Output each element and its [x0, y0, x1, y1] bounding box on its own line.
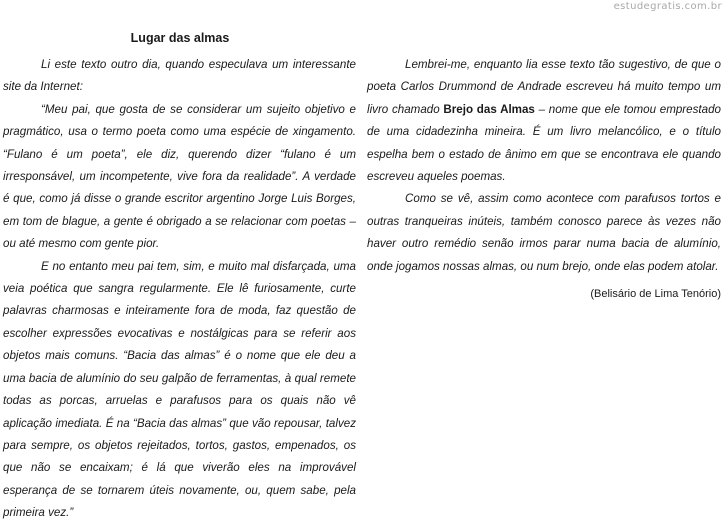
- site-watermark: estudegratis.com.br: [613, 1, 722, 12]
- paragraph: [367, 54, 721, 188]
- quote-paragraph: E no entanto meu pai tem, sim, e muito mal disfarçada, uma veia poética que sangra regularmente. Ele lê furiosamente, curte palavras charmosas e inteiramente fora de moda, faz questão de escolher expressões evocativas e nostálgicas para se referir aos objetos mais comuns. “Bacia das almas” é o nome que ele deu a uma bacia de alumínio do seu galpão de ferramentas, à qual remete todas as porcas, arruelas e parafusos para os quais não vê aplicação imediata. É na “Bacia das almas” que vão repousar, talvez para sempre, os objetos rejeitados, tortos, gastos, empenados, os que não se encaixam; é lá que viverão eles na improvável esperança de se tornarem úteis novamente, ou, quem sabe, pela primeira vez.”: [3, 259, 356, 520]
- left-column: [3, 54, 356, 525]
- right-column: [367, 54, 721, 278]
- text-span: Lembrei-me, enquanto lia esse texto tão sugestivo, de que o poeta Carlos Drummond de Andrade escreveu há muito tempo um livro chamado: [367, 58, 721, 116]
- page-title: Lugar das almas: [130, 31, 230, 45]
- text-span: – nome que ele tomou emprestado de uma cidadezinha mineira. É um livro melancólico, e o título espelha bem o estado de ânimo em que se encontrava ele quando escreveu aqueles poemas.: [367, 102, 721, 184]
- book-title: Brejo das Almas: [443, 102, 535, 116]
- quote-paragraph: “Meu pai, que gosta de se considerar um sujeito objetivo e pragmático, usa o termo poeta como uma espécie de xingamento. “Fulano é um poeta”, ele diz, querendo dizer “fulano é um irresponsável, um incompetente, vive fora da realidade”. A verdade é que, como já disse o grande escritor argentino Jorge Luis Borges, em tom de blague, a gente é obrigado a se relacionar com poetas – ou até mesmo com gente pior.: [3, 102, 356, 251]
- paragraph: Li este texto outro dia, quando especulava um interessante site da Internet:: [3, 58, 356, 94]
- author-credit: (Belisário de Lima Tenório): [590, 288, 721, 300]
- paragraph: Como se vê, assim como acontece com parafusos tortos e outras tranqueiras inúteis, também conosco parece às vezes não haver outro remédio senão irmos parar numa bacia de alumínio, onde jogamos nossas almas, ou num brejo, onde elas podem atolar.: [367, 192, 721, 273]
